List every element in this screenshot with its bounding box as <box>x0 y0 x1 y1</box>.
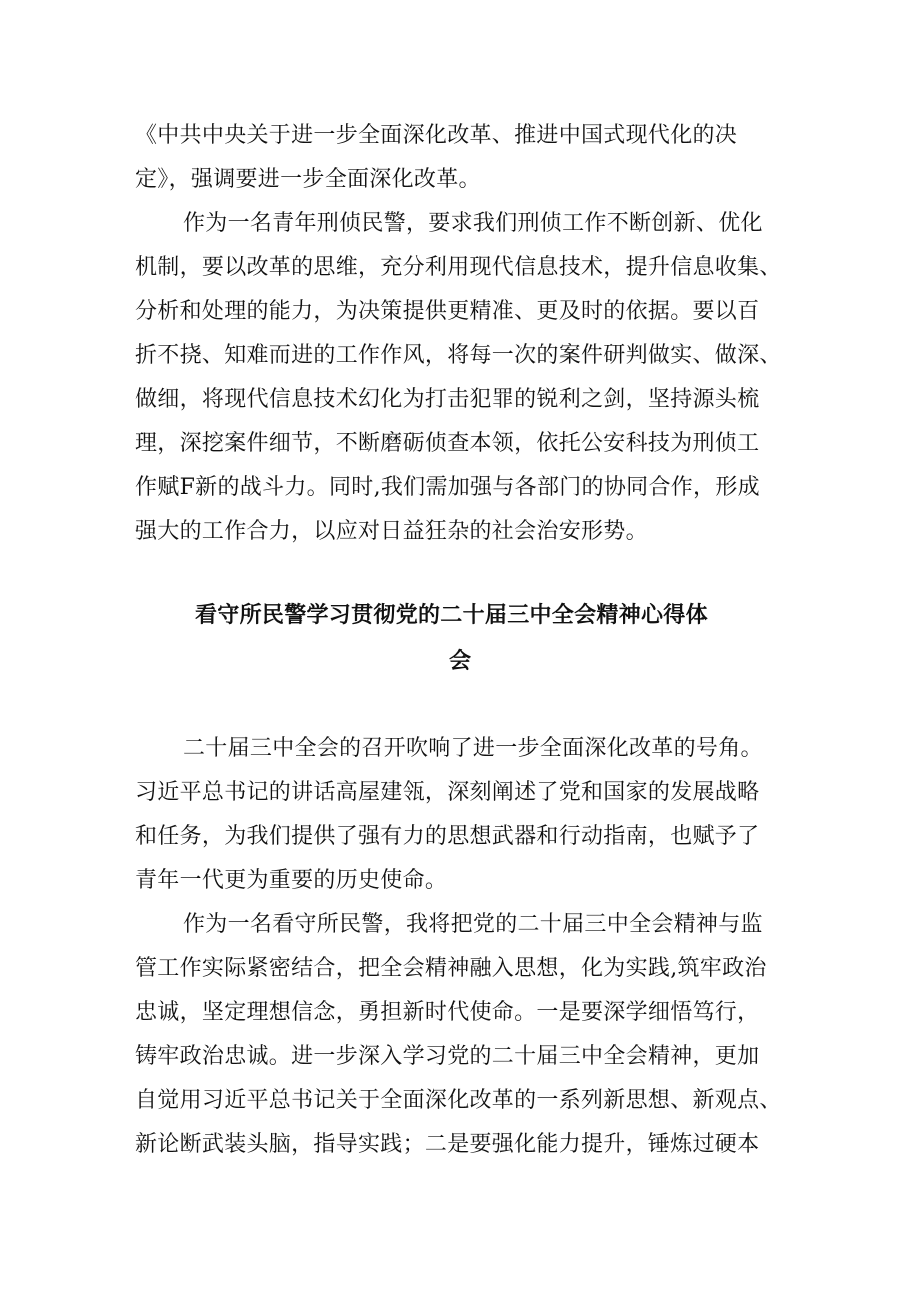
intro-line-2: 定》，强调要进一步全面深化改革。 <box>135 167 481 192</box>
paragraph-line: 分析和处理的能力，为决策提供更精准、更及时的依据。要以百 <box>135 299 760 324</box>
paragraph-line: 强大的工作合力，以应对日益狂杂的社会治安形势。 <box>135 519 648 544</box>
paragraph-line: 作为一名青年刑侦民警，要求我们刑侦工作不断创新、优化 <box>183 211 763 236</box>
paragraph-line: 折不挠、知难而进的工作作风，将每一次的案件研判做实、做深、 <box>135 343 782 368</box>
paragraph-line: 和任务，为我们提供了强有力的思想武器和行动指南，也赋予了 <box>135 824 760 849</box>
paragraph-line: 理，深挖案件细节，不断磨砺侦查本领，依托公安科技为刑侦工 <box>135 431 760 456</box>
paragraph-line: 铸牢政治忠诚。进一步深入学习党的二十届三中全会精神，更加 <box>135 1044 760 1069</box>
paragraph-line: 管工作实际紧密结合，把全会精神融入思想，化为实践,筑牢政治 <box>135 956 767 981</box>
paragraph-line: 自觉用习近平总书记关于全面深化改革的一系列新思想、新观点、 <box>135 1088 782 1113</box>
section-title-line-1: 看守所民警学习贯彻党的二十届三中全会精神心得体 <box>195 603 708 628</box>
paragraph-line: 作为一名看守所民警，我将把党的二十届三中全会精神与监 <box>183 912 763 937</box>
paragraph-line: 新论断武装头脑，指导实践；二是要强化能力提升，锤炼过硬本 <box>135 1132 760 1157</box>
paragraph-line: 忠诚，坚定理想信念，勇担新时代使命。一是要深学细悟笃行， <box>135 1000 760 1025</box>
paragraph-line: 作赋F新的战斗力。同时,我们需加强与各部门的协同合作，形成 <box>135 475 760 500</box>
section-title-line-2: 会 <box>449 649 472 674</box>
paragraph-line: 二十届三中全会的召开吹响了进一步全面深化改革的号角。 <box>183 736 763 761</box>
paragraph-line: 习近平总书记的讲话高屋建瓴，深刻阐述了党和国家的发展战略 <box>135 780 760 805</box>
paragraph-line: 机制，要以改革的思维，充分利用现代信息技术，提升信息收集、 <box>135 255 782 280</box>
paragraph-line: 青年一代更为重要的历史使命。 <box>135 868 448 893</box>
intro-line-1: 《中共中央关于进一步全面深化改革、推进中国式现代化的决 <box>135 123 738 148</box>
paragraph-line: 做细，将现代信息技术幻化为打击犯罪的锐利之剑，坚持源头梳 <box>135 387 760 412</box>
